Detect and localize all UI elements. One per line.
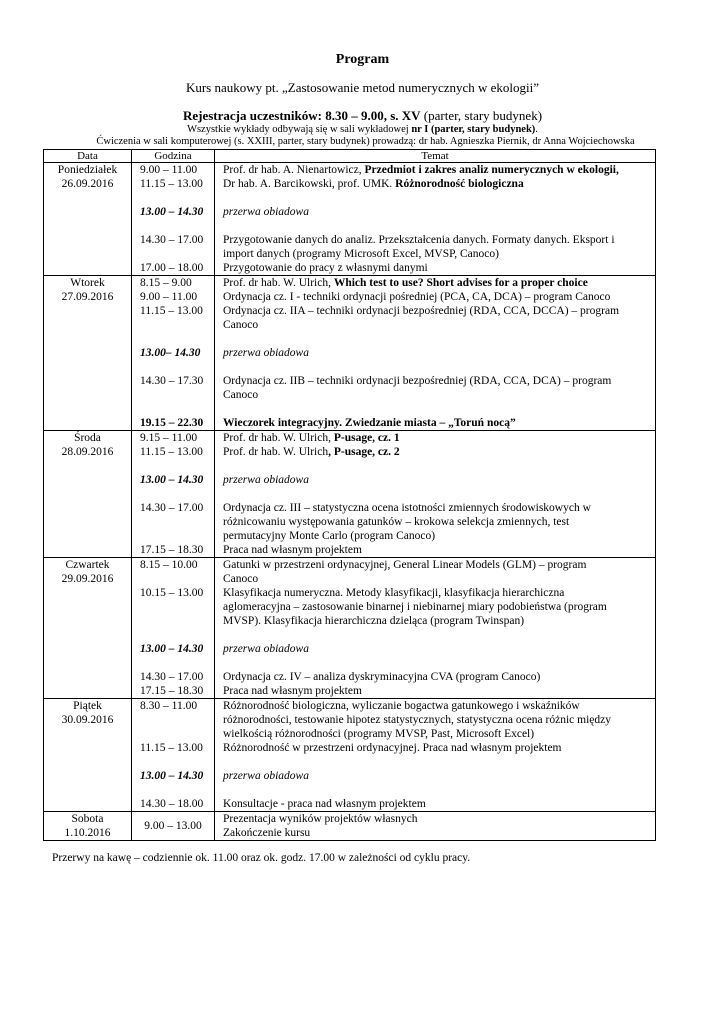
registration-line (0, 108, 725, 124)
time-cell (132, 558, 215, 699)
course-subtitle: Kurs naukowy pt. „Zastosowanie metod numerycznych w ekologii” (185, 80, 540, 95)
lectures-note-room: nr I (parter, stary budynek) (411, 124, 536, 135)
topic-line: MVSP). Klasyfikacja hierarchiczna dzieląca (program Twinspan) (223, 615, 525, 627)
header-date: Data (44, 150, 132, 163)
schedule-row (44, 699, 656, 812)
topic-line: Różnorodność biologiczna, wyliczanie bogactwa gatunkowego i wskaźników (223, 700, 580, 712)
topic-line: Canoco (223, 573, 259, 585)
topic-line: Prof. dr hab. W. Ulrich, P-usage, cz. 1 (223, 432, 400, 444)
schedule-row (44, 431, 656, 558)
time-slot: 14.30 – 17.00 (140, 502, 204, 514)
topic-line: permutacyjny Monte Carlo (program Canoco) (223, 530, 436, 542)
topic-line: Ordynacja cz. IIB – techniki ordynacji bezpośredniej (RDA, CCA, DCA) – program (223, 375, 612, 387)
time-slot: 10.15 – 13.00 (140, 587, 204, 599)
time-slot: 9.00 – 11.00 (140, 291, 198, 303)
day-cell (44, 558, 132, 699)
topic-line (219, 656, 651, 670)
day-name: Środa (74, 432, 101, 444)
topic-line (219, 487, 651, 501)
topic-line: Praca nad własnym projektem (223, 685, 362, 697)
topic-line: przerwa obiadowa (223, 474, 309, 486)
time-cell (132, 699, 215, 812)
time-slot: 11.15 – 13.00 (140, 178, 203, 190)
day-cell (44, 276, 132, 431)
topic-line (219, 332, 651, 346)
topic-line: Wieczorek integracyjny. Zwiedzanie miasta – „Toruń nocą” (223, 417, 516, 429)
time-slot (136, 191, 210, 205)
schedule-row (44, 558, 656, 699)
time-slot: 17.00 – 18.00 (140, 262, 204, 274)
time-slot: 13.00 – 14.30 (140, 643, 204, 655)
day-date: 27.09.2016 (61, 291, 114, 303)
time-slot (136, 515, 210, 529)
schedule-row (44, 812, 656, 841)
time-slot (136, 600, 210, 614)
time-cell (132, 812, 215, 841)
time-slot: 9.00 – 13.00 (144, 820, 202, 832)
registration-location: (parter, stary budynek) (420, 108, 543, 123)
time-slot: 11.15 – 13.00 (140, 742, 203, 754)
header-topic: Temat (215, 150, 656, 163)
day-cell (44, 163, 132, 276)
topic-line: Prof. dr hab. W. Ulrich, Which test to use? Short advises for a proper choice (223, 277, 588, 289)
time-slot (136, 459, 210, 473)
topic-line: przerwa obiadowa (223, 770, 309, 782)
topic-line: Prof. dr hab. W. Ulrich, P-usage, cz. 2 (223, 446, 400, 458)
topic-line: Przygotowanie danych do analiz. Przekształcenia danych. Formaty danych. Eksport i (223, 234, 615, 246)
header-time: Godzina (132, 150, 215, 163)
time-slot: 17.15 – 18.30 (140, 544, 204, 556)
topic-line: Gatunki w przestrzeni ordynacyjnej, General Linear Models (GLM) – program (223, 559, 587, 571)
topic-line (219, 360, 651, 374)
topic-line: przerwa obiadowa (223, 347, 309, 359)
time-slot: 19.15 – 22.30 (140, 417, 204, 429)
topic-line (219, 191, 651, 205)
topic-line: Canoco (223, 389, 259, 401)
topic-line (219, 402, 651, 416)
topic-line: przerwa obiadowa (223, 643, 309, 655)
time-slot (136, 727, 210, 741)
time-slot (136, 572, 210, 586)
topic-line: Klasyfikacja numeryczna. Metody klasyfikacji, klasyfikacja hierarchiczna (223, 587, 565, 599)
day-cell (44, 699, 132, 812)
topic-line: aglomeracyjna – zastosowanie binarnej i niebinarnej miary podobieństwa (program (223, 601, 607, 613)
time-slot: 13.00 – 14.30 (140, 770, 204, 782)
topic-cell (215, 699, 656, 812)
topic-cell (215, 558, 656, 699)
time-slot: 13.00 – 14.30 (140, 206, 204, 218)
topic-cell (215, 163, 656, 276)
topic-line: Prezentacja wyników projektów własnych (223, 813, 418, 825)
time-slot (136, 755, 210, 769)
time-slot (136, 713, 210, 727)
time-cell (132, 163, 215, 276)
topic-line: Konsultacje - praca nad własnym projektem (223, 798, 426, 810)
time-slot: 13.00 – 14.30 (140, 474, 204, 486)
topic-line: import danych (programy Microsoft Excel, MVSP, Canoco) (223, 248, 499, 260)
time-slot (136, 318, 210, 332)
time-slot: 9.15 – 11.00 (140, 432, 198, 444)
schedule-row (44, 276, 656, 431)
topic-line: Różnorodność w przestrzeni ordynacyjnej. Praca nad własnym projektem (223, 742, 562, 754)
time-slot (136, 332, 210, 346)
schedule-row (44, 163, 656, 276)
day-date: 29.09.2016 (61, 573, 114, 585)
topic-cell (215, 812, 656, 841)
topic-line: przerwa obiadowa (223, 206, 309, 218)
topic-line: różnicowaniu występowania gatunków – krokowa selekcja zmiennych, test (223, 516, 570, 528)
coffee-break-note: Przerwy na kawę – codziennie ok. 11.00 oraz ok. godz. 17.00 w zależności od cyklu pracy. (52, 852, 471, 864)
schedule-table (43, 149, 656, 841)
time-slot (136, 783, 210, 797)
day-name: Poniedziałek (57, 164, 118, 176)
time-slot: 11.15 – 13.00 (140, 305, 203, 317)
time-slot: 14.30 – 17.00 (140, 671, 204, 683)
topic-line: Praca nad własnym projektem (223, 544, 362, 556)
header-row (44, 150, 656, 163)
time-slot: 14.30 – 17.00 (140, 234, 204, 246)
topic-line: Canoco (223, 319, 259, 331)
topic-line (219, 219, 651, 233)
time-slot (136, 529, 210, 543)
day-name: Wtorek (70, 277, 105, 289)
topic-line: Prof. dr hab. A. Nienartowicz, Przedmiot i zakres analiz numerycznych w ekologii, (223, 164, 619, 176)
topic-cell (215, 276, 656, 431)
topic-line (219, 459, 651, 473)
day-cell (44, 431, 132, 558)
time-slot (136, 388, 210, 402)
time-slot (136, 219, 210, 233)
topic-line: Zakończenie kursu (223, 827, 311, 839)
registration-label: Rejestracja uczestników (182, 108, 318, 123)
day-name: Piątek (73, 700, 102, 712)
registration-time: : 8.30 – 9.00, s. XV (317, 108, 421, 123)
day-date: 1.10.2016 (64, 827, 111, 839)
time-cell (132, 276, 215, 431)
time-slot: 8.15 – 10.00 (140, 559, 198, 571)
topic-line: Ordynacja cz. IV – analiza dyskryminacyjna CVA (program Canoco) (223, 671, 541, 683)
time-slot (136, 360, 210, 374)
time-slot: 8.30 – 11.00 (140, 700, 198, 712)
topic-line: Ordynacja cz. IIA – techniki ordynacji bezpośredniej (RDA, CCA, DCCA) – program (223, 305, 620, 317)
time-slot (136, 656, 210, 670)
day-date: 26.09.2016 (61, 178, 114, 190)
time-slot (136, 487, 210, 501)
time-slot (136, 402, 210, 416)
day-cell (44, 812, 132, 841)
time-slot: 14.30 – 18.00 (140, 798, 204, 810)
time-slot: 8.15 – 9.00 (140, 277, 192, 289)
day-name: Sobota (71, 813, 104, 825)
lectures-note-text: Wszystkie wykłady odbywają się w sali wykładowej (187, 124, 412, 135)
time-slot: 11.15 – 13.00 (140, 446, 203, 458)
lectures-note-end: . (535, 124, 538, 135)
topic-line: Ordynacja cz. III – statystyczna ocena istotności zmiennych środowiskowych w (223, 502, 591, 514)
topic-line: Dr hab. A. Barcikowski, prof. UMK. Różnorodność biologiczna (223, 178, 524, 190)
day-date: 28.09.2016 (61, 446, 114, 458)
lectures-note (0, 124, 725, 135)
time-slot (136, 247, 210, 261)
topic-line (219, 783, 651, 797)
time-slot: 14.30 – 17.30 (140, 375, 204, 387)
topic-line: Przygotowanie do pracy z własnymi danymi (223, 262, 428, 274)
topic-line: wielkością różnorodności (programy MVSP, Past, Microsoft Excel) (223, 728, 535, 740)
page-title: Program (335, 52, 390, 67)
topic-line: Ordynacja cz. I - techniki ordynacji pośredniej (PCA, CA, DCA) – program Canoco (223, 291, 611, 303)
topic-cell (215, 431, 656, 558)
time-slot: 17.15 – 18.30 (140, 685, 204, 697)
topic-line (219, 755, 651, 769)
time-cell (132, 431, 215, 558)
day-name: Czwartek (65, 559, 110, 571)
topic-line (219, 628, 651, 642)
time-slot (136, 628, 210, 642)
topic-line: różnorodności, testowanie hipotez statystycznych, statystyczna ocena różnic między (223, 714, 611, 726)
time-slot (136, 614, 210, 628)
time-slot: 13.00– 14.30 (140, 347, 201, 359)
exercises-note: Ćwiczenia w sali komputerowej (s. XXIII, parter, stary budynek) prowadzą: dr hab. Agnieszka Piernik, dr Anna Wojciechowska (96, 136, 635, 147)
day-date: 30.09.2016 (61, 714, 114, 726)
time-slot: 9.00 – 11.00 (140, 164, 198, 176)
